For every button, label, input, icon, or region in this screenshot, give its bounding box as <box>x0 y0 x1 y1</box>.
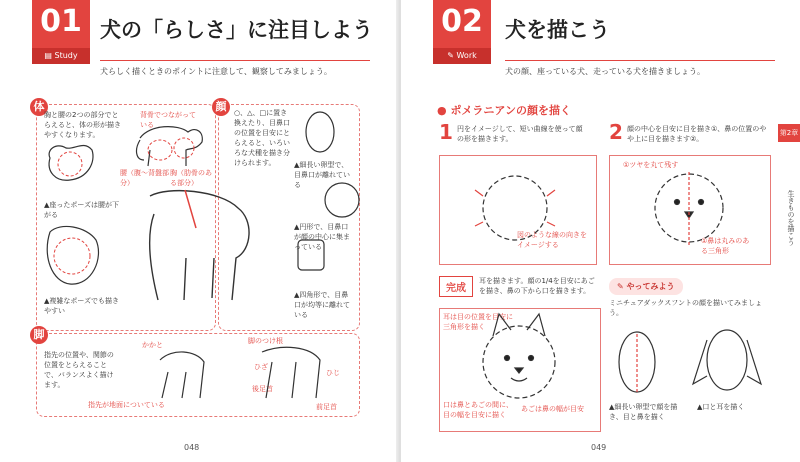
section-heading: ● ポメラニアンの顔を描く <box>437 104 571 117</box>
work-tag: ✎ Work <box>433 48 491 64</box>
roll-caption: ▲複雑なポーズでも描きやすい <box>44 297 120 315</box>
section-number-badge-right: 02 ✎ Work <box>433 0 491 64</box>
done-label-3: あごは鼻の幅が目安 <box>521 405 584 413</box>
sit-caption: ▲座ったポーズは腰が下がる <box>44 201 120 219</box>
round-face-sketch <box>325 183 359 217</box>
step2-left-eye <box>675 200 680 205</box>
step1-number: 1 <box>439 120 453 144</box>
chapter-side-text: 生きものを描こう <box>787 190 795 246</box>
leg-root-label: 脚のつけ根 <box>248 337 283 345</box>
main-dog-drawing <box>150 191 249 300</box>
pencil-icon-small: ✎ <box>617 282 627 291</box>
left-page <box>0 0 399 462</box>
done-nose <box>515 368 523 373</box>
face-caption-2: ▲円形で、目鼻口が顔の中心に集まっている <box>294 223 350 251</box>
step2-text: 顔の中心を目安に目を描き①、鼻の位置のやや上に目を描きます②。 <box>627 125 767 143</box>
rolling-dog-sketch <box>47 226 98 284</box>
square-face-sketch <box>298 240 324 270</box>
front-foot-label: 前足首 <box>316 403 337 411</box>
page-subtitle: 犬らしく描くときのポイントに注意して、観察してみましょう。 <box>100 67 332 76</box>
done-label-2: 口は鼻とあごの間に、目の幅を目安に描く <box>443 401 513 419</box>
step1-text: 円をイメージして、短い曲線を使って顔の形を描きます。 <box>457 125 583 143</box>
study-tag: ▤ Study <box>32 48 90 64</box>
try-caption-2: ▲口と耳を描く <box>697 403 745 411</box>
step2-label-2: ①鼻は丸みのある三角形 <box>701 237 750 255</box>
try-text: ミニチュアダックスフントの顔を描いてみましょう。 <box>609 299 762 317</box>
try-caption-1: ▲細長い卵型で顔を描き、目と鼻を描く <box>609 403 678 421</box>
dog-body-sketch <box>137 127 203 166</box>
book-icon: ▤ <box>44 51 55 60</box>
face-text: ○、△、□に置き換えたり、目鼻口の位置を目安にとらえると、いろいろな犬種を描き分けられます。 <box>234 109 290 167</box>
leg-dog-2 <box>262 347 320 398</box>
face-caption-1: ▲細長い卵型で、目鼻口が離れている <box>294 161 350 189</box>
back-label: 背骨でつながっている <box>140 111 196 129</box>
done-right-eye <box>529 356 534 361</box>
right-page <box>401 0 800 462</box>
heel-label: かかと <box>142 341 163 349</box>
step2-number: 2 <box>609 120 623 144</box>
legs-text: 指先の位置や、関節の位置をとらえることで、バランスよく描けます。 <box>44 351 114 389</box>
long-face-sketch <box>306 112 334 152</box>
elbow-label: ひじ <box>326 369 340 377</box>
page-title: 犬の「らしさ」に注目しよう <box>100 18 373 42</box>
knee-label: ひざ <box>254 363 268 371</box>
pencil-icon: ✎ <box>447 51 457 60</box>
chest-label: 胸（肋骨のある部分） <box>170 169 212 187</box>
page-title-right: 犬を描こう <box>505 18 610 42</box>
leg-dog-1 <box>160 352 204 398</box>
face-badge: 顔 <box>212 98 230 116</box>
try-label: ✎ やってみよう <box>609 278 683 295</box>
left-page-number: 048 <box>184 443 200 452</box>
body-arrow <box>185 190 196 228</box>
section-number-badge: 01 ▤ Study <box>32 0 90 64</box>
done-face <box>483 326 555 398</box>
body-badge: 体 <box>30 98 48 116</box>
done-label-1: 耳は目の位置を目安に三角形を描く <box>443 313 513 331</box>
try-ears <box>693 340 761 384</box>
sit-guide <box>58 152 82 176</box>
back-foot-label: 後足首 <box>252 385 273 393</box>
done-label: 完成 <box>439 276 473 297</box>
done-left-eye <box>505 356 510 361</box>
toe-label: 指先が地面についている <box>88 401 165 409</box>
step1-fur-circle <box>483 176 547 240</box>
step1-label: 図のような線の向きをイメージする <box>517 231 587 249</box>
body-text: 胸と腰の2つの部分でとらえると、体の形が描きやすくなります。 <box>44 111 121 139</box>
right-page-number: 049 <box>591 443 607 452</box>
done-text: 耳を描きます。顔の1/4を目安にあごを描き、鼻の下から口を描きます。 <box>479 277 595 295</box>
try-face-2 <box>707 330 747 390</box>
step1-direction-arrows <box>475 190 555 226</box>
page-subtitle-right: 犬の顔、座っている犬、走っている犬を描きましょう。 <box>505 67 705 76</box>
step2-label-1: ①ツヤを丸て残す <box>623 161 679 169</box>
chest-guide <box>174 138 194 158</box>
legs-badge: 脚 <box>30 326 48 344</box>
done-mouth <box>511 378 527 381</box>
left-illustrations <box>0 0 399 462</box>
roll-guide <box>54 238 90 274</box>
done-ears <box>493 314 545 336</box>
bullet-icon: ● <box>437 104 451 117</box>
waist-label: 腰（腹～背盤部分） <box>120 169 169 187</box>
right-illustrations <box>401 0 800 462</box>
chapter-tab: 第2章 <box>778 124 800 142</box>
step2-right-eye <box>699 200 704 205</box>
sitting-dog-sketch <box>49 145 93 180</box>
waist-guide <box>148 140 172 160</box>
face-caption-3: ▲四角形で、目鼻口が均等に離れている <box>294 291 350 319</box>
